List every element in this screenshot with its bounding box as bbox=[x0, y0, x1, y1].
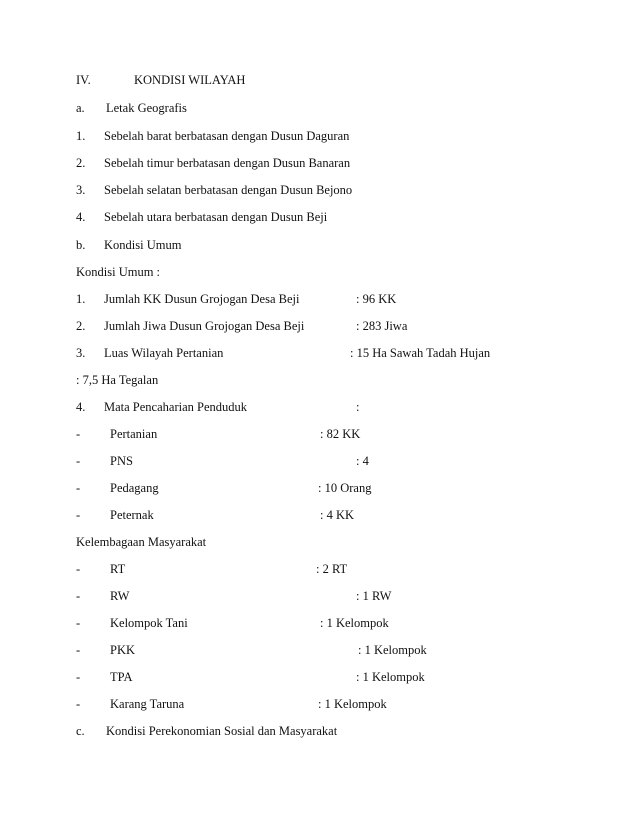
list-item-value: : 96 KK bbox=[356, 292, 397, 306]
institution-value: : 1 Kelompok bbox=[356, 670, 425, 684]
list-number: 3. bbox=[76, 346, 86, 360]
job-value: : 82 KK bbox=[320, 427, 361, 441]
dash-bullet: - bbox=[76, 589, 81, 603]
list-item-text: Sebelah barat berbatasan dengan Dusun Daguran bbox=[104, 129, 350, 143]
dash-bullet: - bbox=[76, 643, 81, 657]
job-label: PNS bbox=[110, 454, 133, 468]
list-item-text: Jumlah KK Dusun Grojogan Desa Beji bbox=[104, 292, 300, 306]
dash-bullet: - bbox=[76, 697, 81, 711]
section-title: KONDISI WILAYAH bbox=[134, 73, 246, 87]
list-item-text: Mata Pencaharian Penduduk bbox=[104, 400, 248, 414]
list-number: 2. bbox=[76, 319, 86, 333]
subsection-marker: b. bbox=[76, 238, 86, 252]
dash-bullet: - bbox=[76, 454, 81, 468]
institution-value: : 1 Kelompok bbox=[318, 697, 387, 711]
institution-label: PKK bbox=[110, 643, 136, 657]
job-label: Peternak bbox=[110, 508, 154, 522]
institution-label: RW bbox=[110, 589, 130, 603]
job-value: : 10 Orang bbox=[318, 481, 372, 495]
dash-bullet: - bbox=[76, 670, 81, 684]
institution-label: Karang Taruna bbox=[110, 697, 185, 711]
dash-bullet: - bbox=[76, 562, 81, 576]
list-item-value: : bbox=[356, 400, 360, 414]
dash-bullet: - bbox=[76, 616, 81, 630]
job-label: Pedagang bbox=[110, 481, 159, 495]
list-number: 1. bbox=[76, 129, 86, 143]
list-item-text: Sebelah timur berbatasan dengan Dusun Banaran bbox=[104, 156, 351, 170]
list-item-text: Sebelah utara berbatasan dengan Dusun Beji bbox=[104, 210, 328, 224]
institution-label: Kelompok Tani bbox=[110, 616, 188, 630]
job-label: Pertanian bbox=[110, 427, 158, 441]
list-item-text: Luas Wilayah Pertanian bbox=[104, 346, 224, 360]
subsection-heading: Letak Geografis bbox=[106, 101, 187, 115]
subsection-marker: c. bbox=[76, 724, 85, 738]
list-item-text: Jumlah Jiwa Dusun Grojogan Desa Beji bbox=[104, 319, 305, 333]
institution-value: : 1 Kelompok bbox=[320, 616, 389, 630]
institution-value: : 2 RT bbox=[316, 562, 348, 576]
dash-bullet: - bbox=[76, 481, 81, 495]
list-item-value: : 283 Jiwa bbox=[356, 319, 408, 333]
list-item-value: : 15 Ha Sawah Tadah Hujan bbox=[350, 346, 491, 360]
job-value: : 4 KK bbox=[320, 508, 355, 522]
subsection-heading: Kondisi Umum bbox=[104, 238, 182, 252]
dash-bullet: - bbox=[76, 427, 81, 441]
subsection-marker: a. bbox=[76, 101, 85, 115]
paragraph-heading: Kelembagaan Masyarakat bbox=[76, 535, 207, 549]
paragraph-label: Kondisi Umum : bbox=[76, 265, 161, 279]
subsection-heading: Kondisi Perekonomian Sosial dan Masyarakat bbox=[106, 724, 338, 738]
continuation-text: : 7,5 Ha Tegalan bbox=[76, 373, 159, 387]
institution-value: : 1 RW bbox=[356, 589, 392, 603]
list-item-text: Sebelah selatan berbatasan dengan Dusun Bejono bbox=[104, 183, 353, 197]
list-number: 3. bbox=[76, 183, 86, 197]
institution-label: RT bbox=[110, 562, 126, 576]
institution-value: : 1 Kelompok bbox=[358, 643, 427, 657]
job-value: : 4 bbox=[356, 454, 369, 468]
list-number: 4. bbox=[76, 400, 86, 414]
list-number: 1. bbox=[76, 292, 86, 306]
dash-bullet: - bbox=[76, 508, 81, 522]
institution-label: TPA bbox=[110, 670, 133, 684]
section-number: IV. bbox=[76, 73, 91, 87]
list-number: 2. bbox=[76, 156, 86, 170]
list-number: 4. bbox=[76, 210, 86, 224]
